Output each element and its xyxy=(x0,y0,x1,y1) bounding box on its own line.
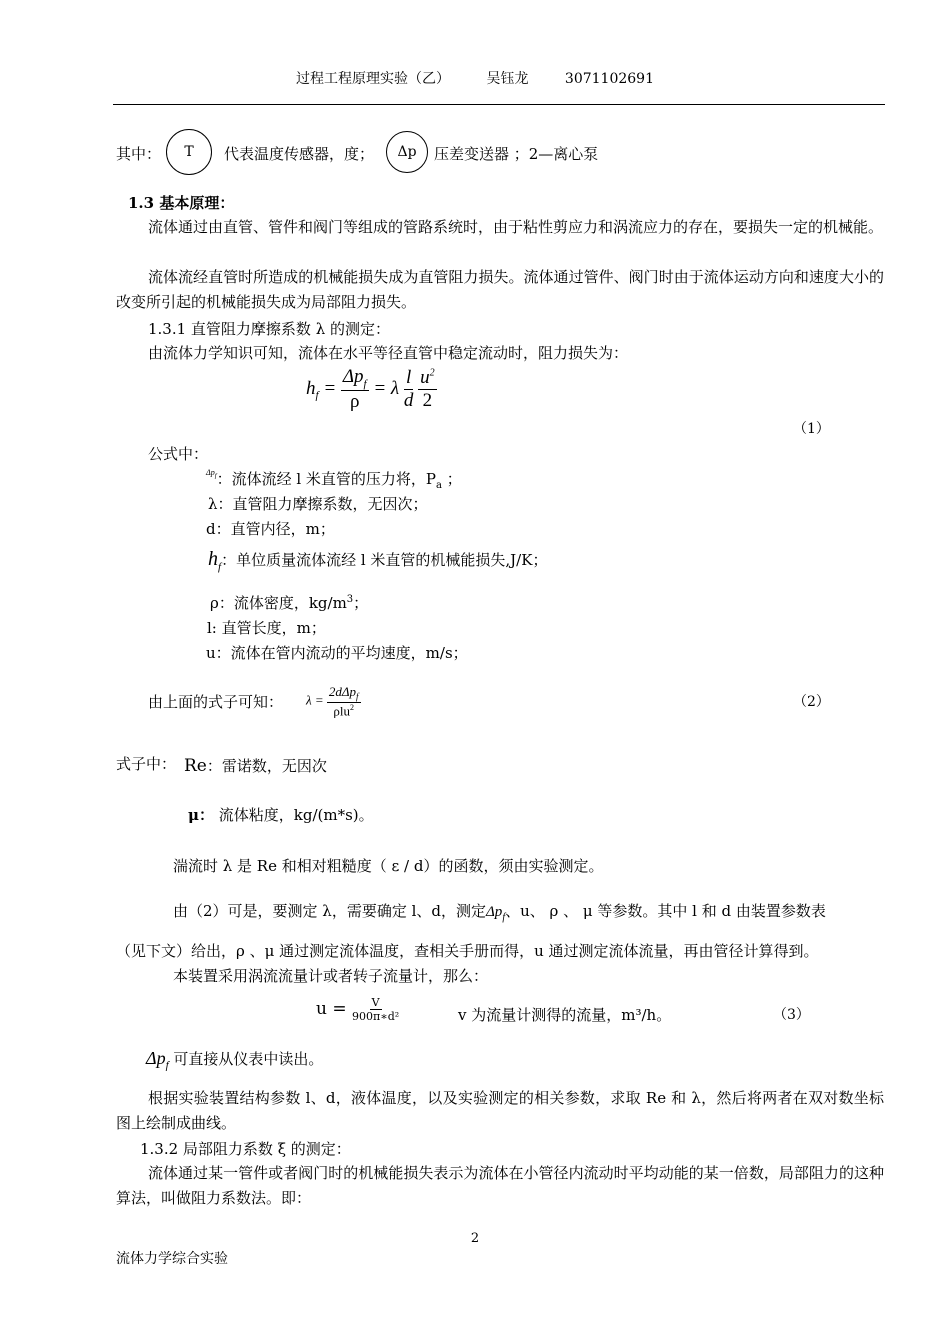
pressure-transmitter-symbol: Δp xyxy=(386,131,428,173)
subsection-1-title: 1.3.1 直管阻力摩擦系数 λ 的测定： xyxy=(148,320,390,338)
legend-t-text: 代表温度传感器，度； xyxy=(224,145,375,163)
equation-3: u = $\frac{V}{\text{900π∗d²}}$ xyxy=(316,996,400,1023)
header-author: 吴钰龙 xyxy=(486,71,529,87)
section-title: 1.3 基本原理： xyxy=(128,194,235,212)
paragraph-7: 流体通过某一管件或者阀门时的机械能损失表示为流体在小管径内流动时平均动能的某一倍数，局部阻力的这种算法，叫做阻力系数法。即： xyxy=(116,1164,884,1207)
def-rho: ρ：流体密度，$kg/m^3$； xyxy=(210,594,369,612)
re-intro: 式子中： xyxy=(116,755,177,773)
paragraph-6: 根据实验装置结构参数 l、d，液体温度，以及实验测定的相关参数，求取 Re 和 λ，然后将两者在双对数坐标图上绘制成曲线。 xyxy=(116,1089,884,1132)
def-diameter: d：直管内径，m； xyxy=(206,520,335,538)
temperature-sensor-symbol: T xyxy=(166,129,212,175)
defs-intro: 公式中： xyxy=(148,445,209,463)
equation-3-number: （3） xyxy=(773,1007,810,1023)
paragraph-4-line-1: 由（2）可是，要测定 λ，需要确定 l、d，测定$\Delta p_f$、u、 ρ 、 μ 等参数。其中 l 和 d 由装置参数表 xyxy=(173,902,826,923)
equation-1: $h_f$ = $\frac{\Delta p_f}{\rho}$ = λ $\frac{l}{d}$ $\frac{u^2}{2}$ xyxy=(306,366,435,412)
def-length: l: 直管长度，m； xyxy=(207,619,326,637)
equation-2-lead: 由上面的式子可知： xyxy=(148,693,284,711)
paragraph-4-line-2: （见下文）给出，ρ 、μ 通过测定流体温度，查相关手册而得，u 通过测定流体流量，再由管径计算得到。 xyxy=(116,942,819,960)
page-number: 2 xyxy=(470,1231,480,1246)
page-header xyxy=(0,68,950,88)
paragraph-1: 流体通过由直管、管件和阀门等组成的管路系统时，由于粘性剪应力和涡流应力的存在，要损失一定的机械能。 xyxy=(148,218,884,236)
re-definition: Re：雷诺数，无因次 xyxy=(184,756,327,776)
equation-2: λ = $\frac{2d\Delta p_f}{\rho lu^2}$ xyxy=(306,684,359,718)
def-lambda: λ：直管阻力摩擦系数，无因次； xyxy=(208,495,428,513)
subsection-2-title: 1.3.2 局部阻力系数 ξ 的测定： xyxy=(140,1140,351,1158)
paragraph-2: 流体流经直管时所造成的机械能损失成为直管阻力损失。流体通过管件、阀门时由于流体运动方向和速度大小的改变所引起的机械能损失成为局部阻力损失。 xyxy=(116,268,884,311)
footer-title: 流体力学综合实验 xyxy=(116,1251,228,1267)
def-dp: $^{\Delta p_f}$：流体流经 l 米直管的压力将，$P_a$ ； xyxy=(206,468,462,491)
header-student-id: 3071102691 xyxy=(564,71,654,87)
mu-definition: μ： 流体粘度，kg/(m*s)。 xyxy=(188,806,374,824)
legend-prefix: 其中： xyxy=(116,145,162,163)
paragraph-5: $\Delta p_f$ 可直接从仪表中读出。 xyxy=(146,1048,324,1072)
def-velocity: u：流体在管内流动的平均速度，m/s； xyxy=(206,644,468,662)
paragraph-4-line-3: 本装置采用涡流流量计或者转子流量计，那么： xyxy=(173,967,489,985)
turbulence-note: 湍流时 λ 是 Re 和相对粗糙度（ ε / d）的函数，须由实验测定。 xyxy=(173,857,604,875)
legend-dp-text: 压差变送器 ；2—离心泵 xyxy=(434,145,599,163)
paragraph-3: 由流体力学知识可知，流体在水平等径直管中稳定流动时，阻力损失为： xyxy=(148,344,629,362)
header-rule xyxy=(113,104,885,105)
def-hf: $h_f$：单位质量流体流经 l 米直管的机械能损失,J/K； xyxy=(208,548,548,573)
equation-1-number: （1） xyxy=(793,421,830,437)
equation-2-number: （2） xyxy=(793,694,830,710)
equation-3-note: v 为流量计测得的流量，m³/h。 xyxy=(458,1006,672,1024)
header-course: 过程工程原理实验（乙） xyxy=(296,71,450,87)
